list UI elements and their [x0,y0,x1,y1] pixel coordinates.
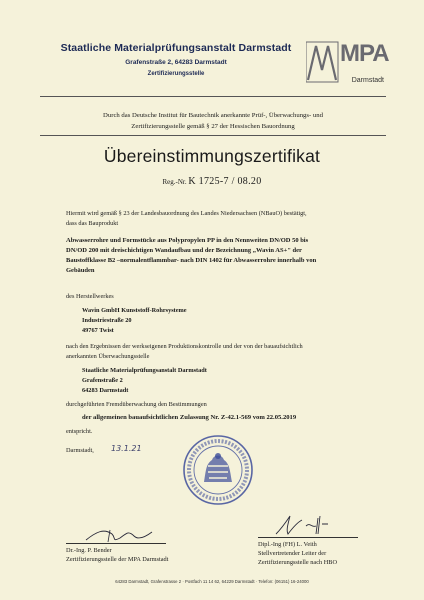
control-line-1: nach den Ergebnissen der werkseigenen Produktionskontrolle und der von der bauaufsichtlich [66,343,303,350]
reg-label: Reg.-Nr. [162,178,187,186]
product-line-2: DN/OD 200 mit dreischichtigen Wandaufbau und der Bezeichnung „Wavin AS+" der [66,247,302,254]
handwritten-date: 13.1.21 [111,444,142,453]
official-seal-stamp [182,434,254,506]
logo-caption: Darmstadt [351,77,384,84]
intro-line-2: dass das Bauprodukt [66,220,119,227]
surveillance-body-name: Staatliche Materialprüfungsanstalt Darmstadt [82,367,207,374]
signature-left-role: Zertifizierungsstelle der MPA Darmstadt [66,556,169,563]
product-description [66,236,366,276]
signature-right-role-1: Stellvertretender Leiter der [258,550,327,557]
intro-text [66,209,366,229]
product-line-1: Abwasserrohre und Formstücke aus Polypropylen PP in den Nennweiten DN/OD 50 bis [66,237,309,244]
signature-right-role-2: Zertifizierungsstelle nach HBO [258,559,338,566]
product-line-3: Baustoffklasse B2 –normalentflammbar- nach DIN 1402 für Abwasserrohre innerhalb von [66,257,317,264]
manufacturer-city: 49767 Twist [82,327,114,334]
inspection-text: durchgeführten Fremdüberwachung den Bestimmungen [66,401,207,408]
footer-contact: 64283 Darmstadt, Grafenstrasse 2 · Postfach 11 14 62, 64229 Darmstadt · Telefon: (06151) 16-24000 [115,579,309,584]
surveillance-body-block [82,366,382,396]
recognition-line-1: Durch das Deutsche Institut für Bautechnik anerkannte Prüf-, Überwachungs- und [103,112,323,119]
reg-value: K 1725-7 / 08.20 [188,176,262,187]
signature-right-handwriting [272,512,332,538]
manufacturer-name: Wavin GmbH Kunststoff-Rohrsysteme [82,307,187,314]
intro-line-1: Hiermit wird gemäß § 23 der Landesbauordnung des Landes Niedersachsen (NBauO) bestätigt, [66,210,307,217]
mpa-logo-icon [306,40,340,84]
surveillance-body-street: Grafenstraße 2 [82,377,123,384]
institute-header [46,42,306,77]
approval-reference: der allgemeinen bauaufsichtlichen Zulassung Nr. Z-42.1-569 vom 22.05.2019 [82,414,297,421]
registration-number [0,176,424,187]
manufacturer-block [82,306,382,336]
signature-right-line [258,537,358,538]
signature-left-line [66,543,166,544]
signature-left-name: Dr.-Ing. P. Bender [66,547,112,554]
place: Darmstadt, [66,447,94,454]
recognition-statement [60,110,366,132]
recognition-line-2: Zertifizierungsstelle gemäß § 27 der Hessischen Bauordnung [131,123,295,130]
signature-left [66,543,168,564]
control-line-2: anerkannten Überwachungsstelle [66,353,150,360]
mpa-logo [306,38,389,86]
header-divider-bottom [40,135,386,136]
institute-department: Zertifizierungsstelle [147,71,205,77]
control-text [66,342,366,362]
institute-name: Staatliche Materialprüfungsanstalt Darmstadt [60,42,292,54]
signature-right-name: Dipl.-Ing (FH) L. Veith [258,541,317,548]
product-line-4: Gebäuden [66,267,95,274]
institute-address: Grafenstraße 2, 64283 Darmstadt [125,59,227,66]
signature-right [258,537,358,567]
header-divider-top [40,96,386,97]
logo-text: MPA [340,40,389,67]
manufacturer-street: Industriestraße 20 [82,317,132,324]
conforms-text: entspricht. [66,428,93,435]
surveillance-body-city: 64283 Darmstadt [82,387,129,394]
certificate-title: Übereinstimmungszertifikat [103,146,321,166]
manufacturer-label: des Herstellwerkes [66,293,114,300]
